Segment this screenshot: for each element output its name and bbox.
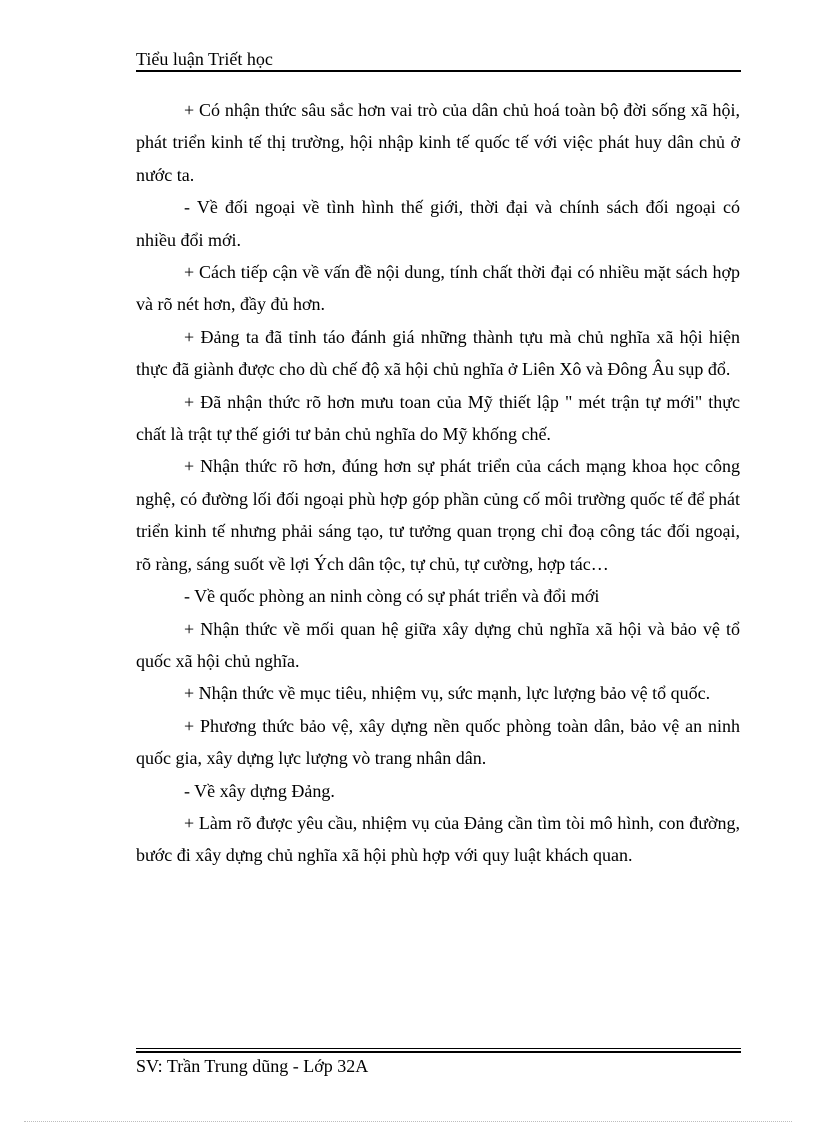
paragraph-defense-goals: + Nhận thức về mục tiêu, nhiệm vụ, sức mạnh, lực lượng bảo vệ tổ quốc. [184, 683, 711, 704]
paragraph-defense-security: - Về quốc phòng an ninh còng có sự phát triển và đổi mới [184, 586, 600, 607]
footer-rule-thin [136, 1048, 741, 1049]
paragraph-era-approach: + Cách tiếp cận về vấn đề nội dung, tính chất thời đại có nhiều mặt sách hợp và rõ nét hơn, đầy đủ hơn. [136, 262, 740, 315]
body-text [136, 94, 740, 872]
paragraph-world-order: + Đã nhận thức rõ hơn mưu toan của Mỹ thiết lập " mét trận tự mới" thực chất là trật tự thế giới tư bản chủ nghĩa do Mỹ khống chế. [136, 391, 740, 445]
paragraph-party-tasks: + Làm rõ được yêu cầu, nhiệm vụ của Đảng cần tìm tòi mô hình, con đường, bước đi xây dựng chủ nghĩa xã hội phù hợp với quy luật khách quan. [136, 812, 740, 866]
paragraph-socialism-defense: + Nhận thức về mối quan hệ giữa xây dựng chủ nghĩa xã hội và bảo vệ tổ quốc xã hội chủ nghĩa. [136, 618, 740, 671]
header-rule [136, 70, 741, 72]
paragraph-defense-methods: + Phương thức bảo vệ, xây dựng nền quốc phòng toàn dân, bảo vệ an ninh quốc gia, xây dựng lực lượng vò trang nhân dân. [136, 715, 740, 769]
footer-rule-thick [136, 1051, 741, 1053]
paragraph-socialism-achievements: + Đảng ta đã tỉnh táo đánh giá những thành tựu mà chủ nghĩa xã hội hiện thực đã giành được cho dù chế độ xã hội chủ nghĩa ở Liên Xô và Đông Âu sụp đổ. [136, 326, 740, 380]
paragraph-foreign-affairs: - Về đối ngoại về tình hình thế giới, thời đại và chính sách đối ngoại có nhiều đổi mới. [136, 197, 740, 250]
header-title: Tiểu luận Triết học [136, 49, 273, 69]
footer-student-info: SV: Trần Trung dũng - Lớp 32A [136, 1056, 369, 1076]
paragraph-party-building: - Về xây dựng Đảng. [184, 780, 335, 801]
paragraph-democracy: + Có nhận thức sâu sắc hơn vai trò của dân chủ hoá toàn bộ đời sống xã hội, phát triển kinh tế thị trường, hội nhập kinh tế quốc tế với việc phát huy dân chủ ở nước ta. [136, 100, 740, 185]
paragraph-tech-revolution: + Nhận thức rõ hơn, đúng hơn sự phát triển của cách mạng khoa học công nghệ, có đường lối đối ngoại phù hợp góp phần củng cố môi trường quốc tế để phát triển kinh tế nhưng phải sáng tạo, tư tưởng quan trọng chỉ đoạ công tác đối ngoại, rõ ràng, sáng suốt về lợi Ých dân tộc, tự chủ, tự cường, hợp tác… [136, 456, 740, 574]
page-bottom-edge [24, 1121, 792, 1122]
